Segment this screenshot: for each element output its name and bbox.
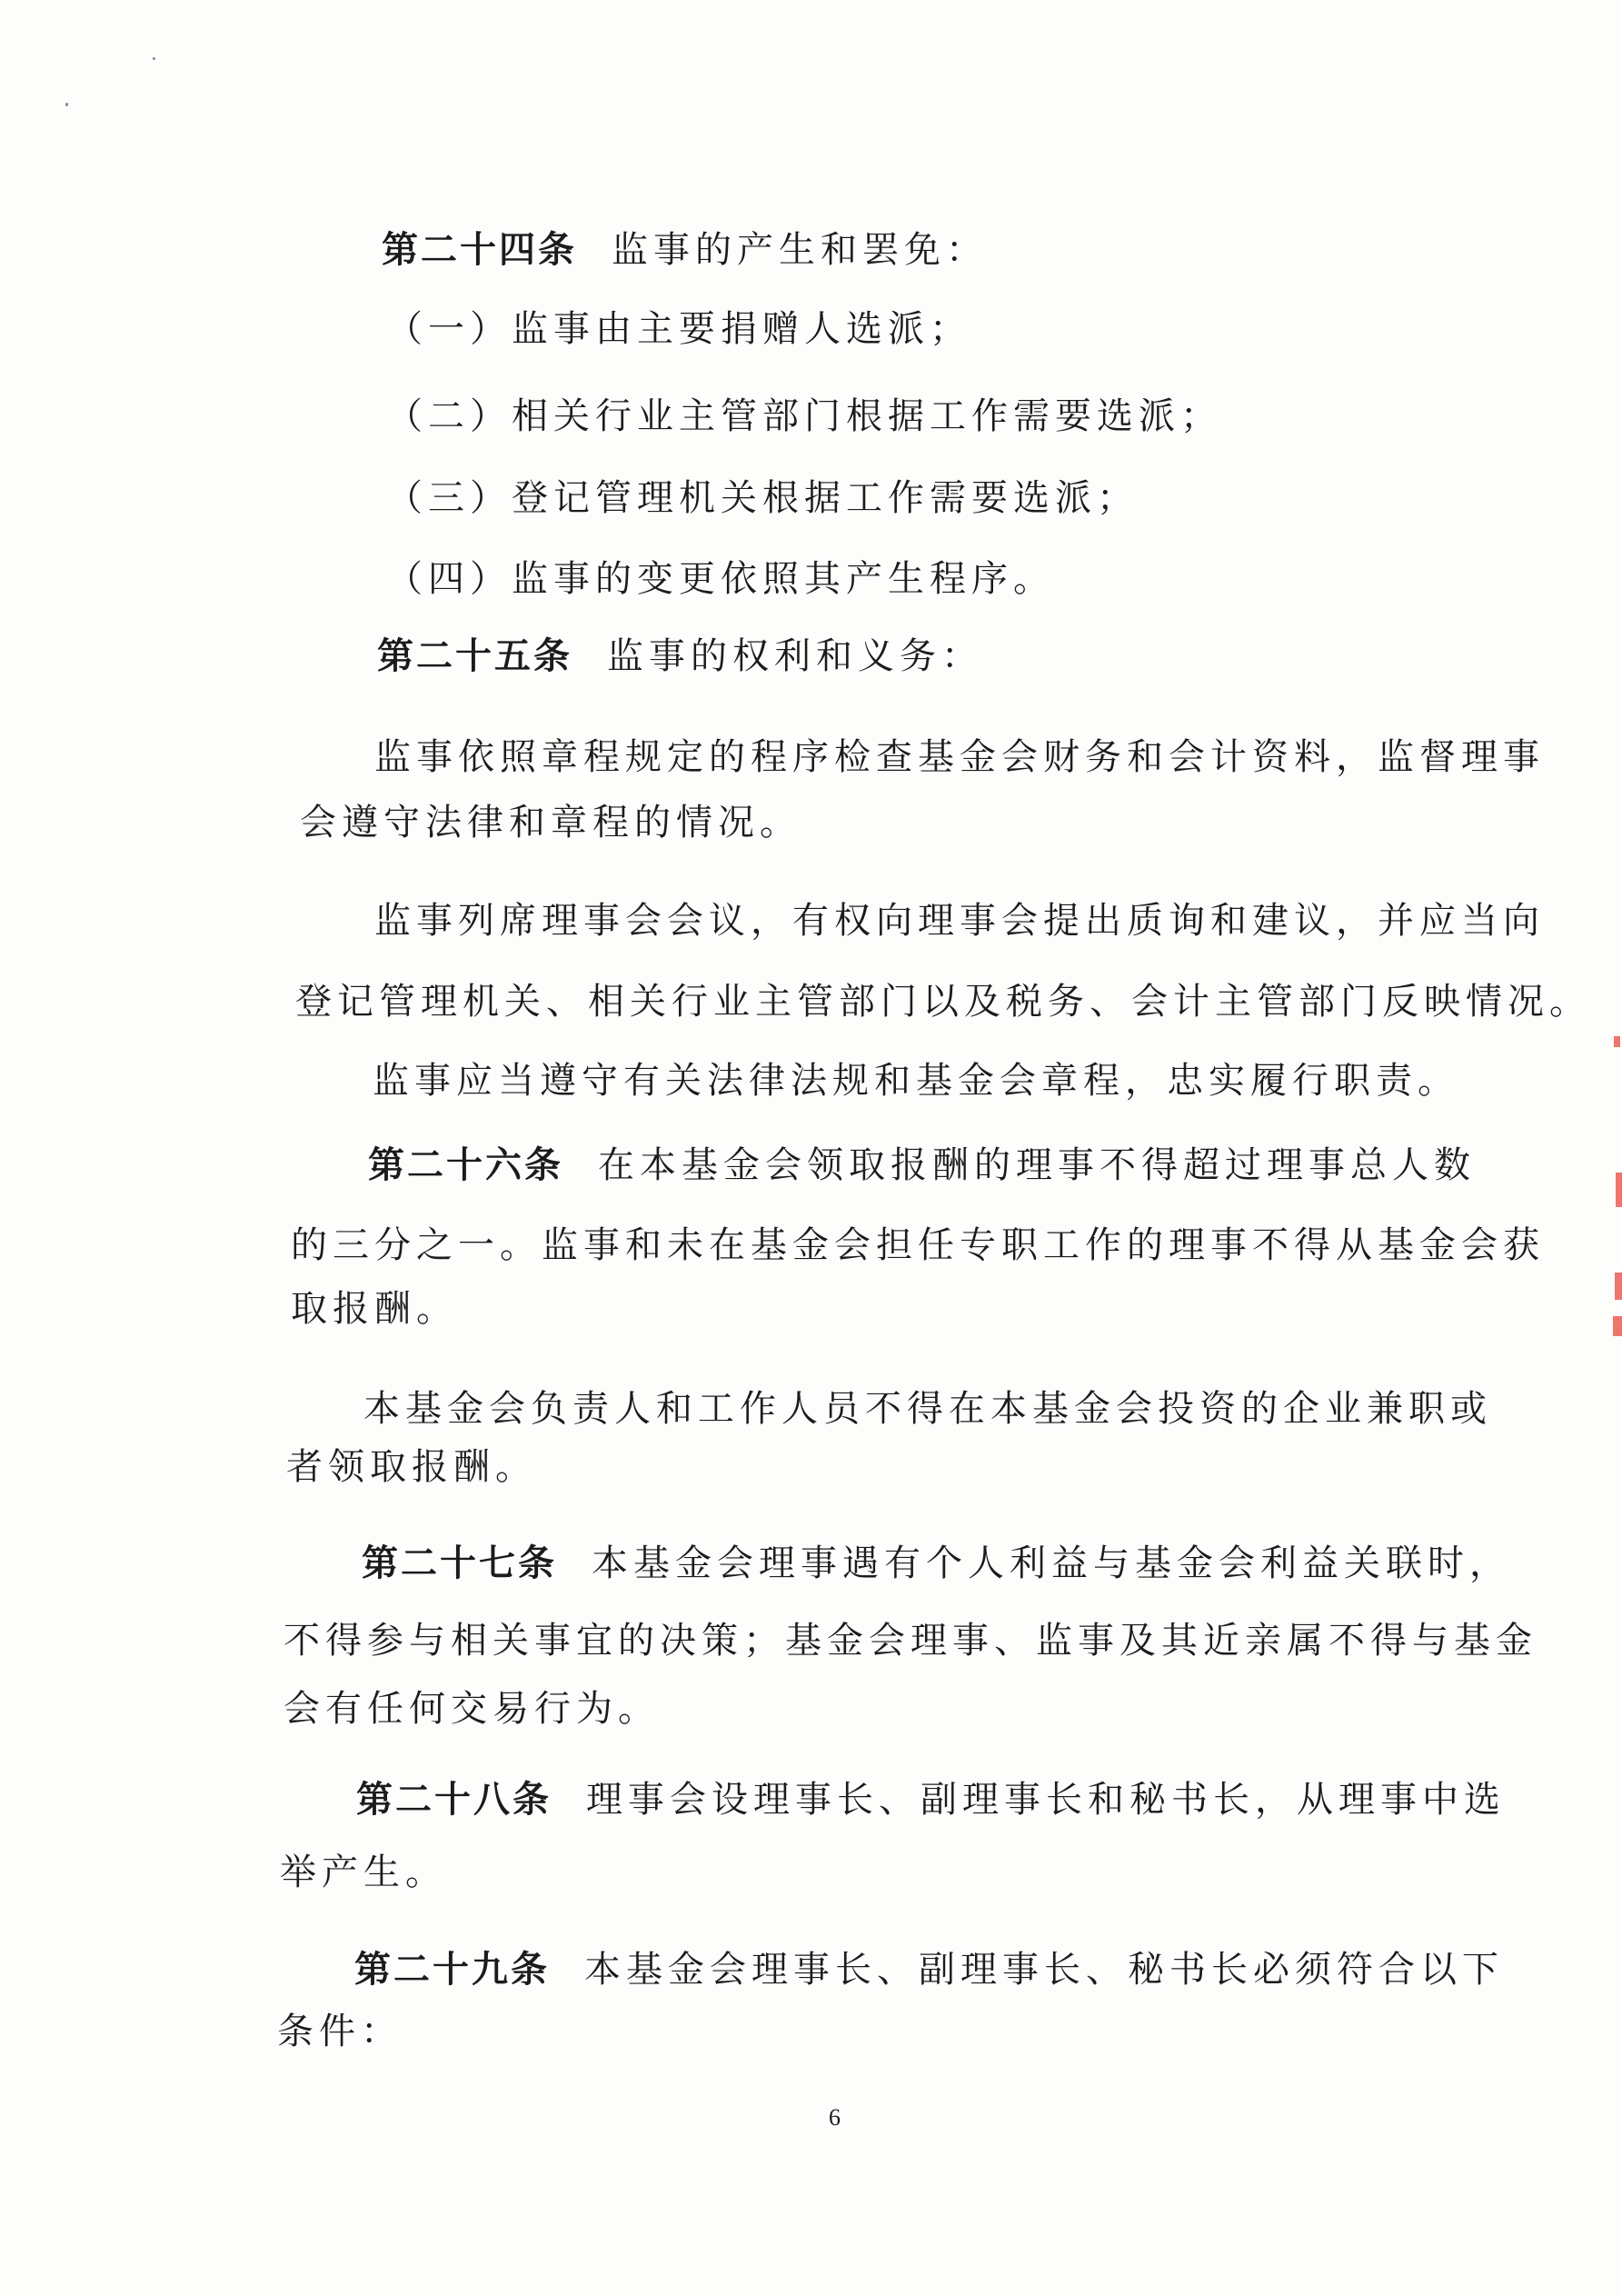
article-28-heading — [356, 1772, 1506, 1827]
paragraph-line: 不得参与相关事宜的决策；基金会理事、监事及其近亲属不得与基金 — [284, 1620, 1537, 1662]
paragraph-line: （四）监事的变更依照其产生程序。 — [386, 558, 1055, 600]
paragraph-line: 者领取报酬。 — [286, 1446, 537, 1488]
article-label: 第二十四条 — [382, 229, 577, 271]
article-label: 第二十六条 — [368, 1144, 563, 1186]
paragraph-line: 条件： — [277, 2011, 403, 2052]
seal-fragment — [1616, 1173, 1622, 1207]
article-29-heading — [354, 1942, 1504, 1997]
paragraph-line: 举产生。 — [280, 1852, 447, 1893]
article-text: 在本基金会领取报酬的理事不得超过理事总人数 — [598, 1144, 1476, 1186]
paragraph-line: 会遵守法律和章程的情况。 — [300, 802, 801, 844]
article-text: 监事的产生和罢免： — [612, 229, 988, 271]
scan-speck — [65, 103, 68, 106]
page-number: 6 — [829, 2104, 841, 2131]
article-26-heading — [368, 1138, 1476, 1193]
paragraph-line: 监事依照章程规定的程序检查基金会财务和会计资料，监督理事 — [374, 736, 1545, 778]
paragraph-line: 的三分之一。监事和未在基金会担任专职工作的理事不得从基金会获 — [291, 1224, 1545, 1266]
article-25-heading — [377, 629, 983, 684]
article-text: 本基金会理事长、副理事长、秘书长必须符合以下 — [584, 1949, 1504, 1991]
article-label: 第二十七条 — [362, 1542, 557, 1584]
article-text: 理事会设理事长、副理事长和秘书长，从理事中选 — [586, 1779, 1506, 1821]
paragraph-line: 会有任何交易行为。 — [284, 1688, 660, 1730]
scan-speck — [153, 57, 155, 60]
paragraph-line: （三）登记管理机关根据工作需要选派； — [386, 477, 1139, 519]
article-label: 第二十五条 — [377, 635, 572, 677]
seal-fragment — [1613, 1316, 1622, 1336]
paragraph-line: 登记管理机关、相关行业主管部门以及税务、会计主管部门反映情况。 — [295, 981, 1591, 1023]
article-text: 监事的权利和义务： — [607, 635, 983, 677]
paragraph-line: 取报酬。 — [291, 1288, 458, 1330]
paragraph-line: （二）相关行业主管部门根据工作需要选派； — [386, 395, 1222, 437]
article-text: 本基金会理事遇有个人利益与基金会利益关联时， — [592, 1542, 1511, 1584]
article-label: 第二十九条 — [354, 1949, 550, 1991]
paragraph-line: 监事列席理事会会议，有权向理事会提出质询和建议，并应当向 — [374, 900, 1545, 942]
seal-fragment — [1615, 1273, 1622, 1300]
article-27-heading — [362, 1536, 1511, 1591]
seal-fragment — [1614, 1036, 1620, 1047]
paragraph-line: 监事应当遵守有关法律法规和基金会章程，忠实履行职责。 — [373, 1060, 1459, 1102]
paragraph-line: 本基金会负责人和工作人员不得在本基金会投资的企业兼职或 — [363, 1388, 1492, 1430]
article-24-heading — [382, 223, 988, 277]
article-label: 第二十八条 — [356, 1779, 552, 1821]
paragraph-line: （一）监事由主要捐赠人选派； — [386, 308, 971, 350]
